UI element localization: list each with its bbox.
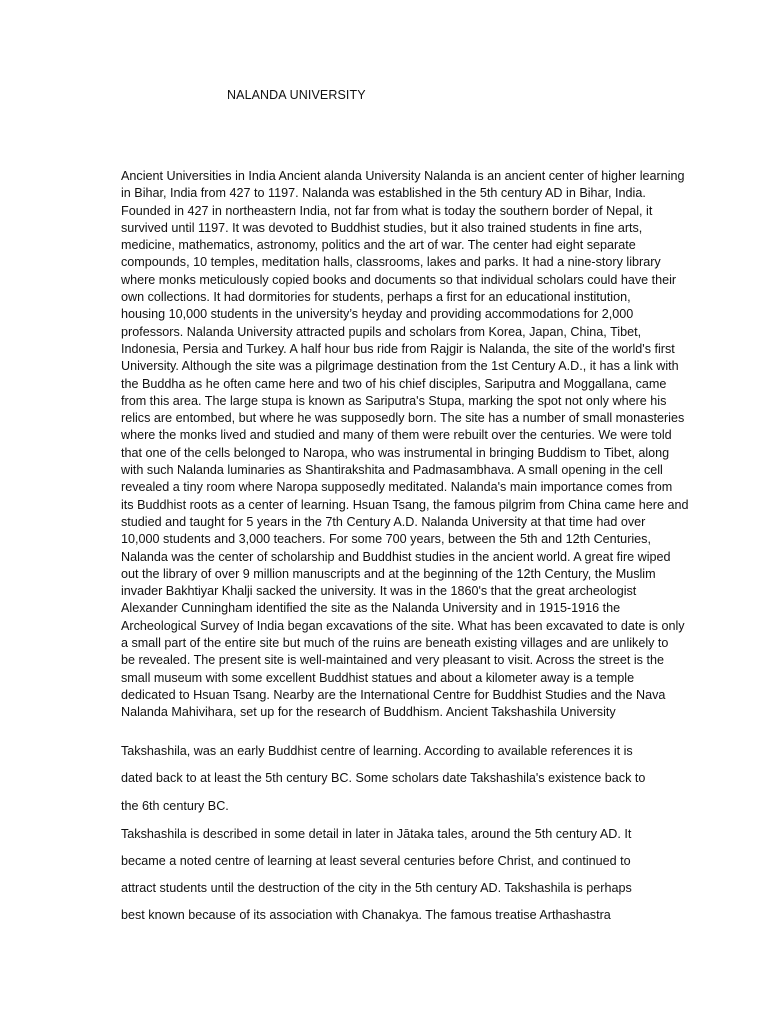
paragraph-line: its Buddhist roots as a center of learning. Hsuan Tsang, the famous pilgrim from China came here and xyxy=(121,497,689,512)
paragraph-line: Ancient Universities in India Ancient alanda University Nalanda is an ancient center of higher learning xyxy=(121,169,685,183)
spaced-line: dated back to at least the 5th century BC. Some scholars date Takshashila's existence back to xyxy=(121,771,646,785)
paragraph-line: where monks meticulously copied books and documents so that individual scholars could have their xyxy=(121,272,677,287)
nalanda-paragraph xyxy=(121,168,689,722)
paragraph-line: Archeological Survey of India began excavations of the site. What has been excavated to date is only xyxy=(121,618,685,633)
paragraph-line: Founded in 427 in northeastern India, not far from what is today the southern border of Nepal, it xyxy=(121,203,653,218)
spaced-line: the 6th century BC. xyxy=(121,799,229,813)
paragraph-line: dedicated to Hsuan Tsang. Nearby are the International Centre for Buddhist Studies and the Nava xyxy=(121,687,666,702)
paragraph-line: professors. Nalanda University attracted pupils and scholars from Korea, Japan, China, Tibet, xyxy=(121,324,642,339)
paragraph-line: a small part of the entire site but much of the ruins are beneath existing villages and are unlikely to xyxy=(121,636,669,651)
paragraph-line: University. Although the site was a pilgrimage destination from the 1st Century A.D., it has a link with xyxy=(121,359,679,374)
paragraph-line: survived until 1197. It was devoted to Buddhist studies, but it also trained students in fine arts, xyxy=(121,220,643,235)
paragraph-line: compounds, 10 temples, meditation halls, classrooms, lakes and parks. It had a nine-story library xyxy=(121,255,661,270)
paragraph-line: out the library of over 9 million manuscripts and at the beginning of the 12th Century, the Muslim xyxy=(121,566,656,581)
paragraph-line: own collections. It had dormitories for students, perhaps a first for an educational institution, xyxy=(121,290,631,305)
paragraph-line: Nalanda Mahivihara, set up for the research of Buddhism. Ancient Takshashila University xyxy=(121,705,616,720)
spaced-line: Takshashila, was an early Buddhist centre of learning. According to available references it is xyxy=(121,744,633,758)
paragraph-line: small museum with some excellent Buddhist statues and about a kilometer away is a temple xyxy=(121,670,635,685)
paragraph-line: from this area. The large stupa is known as Sariputra's Stupa, marking the spot not only where his xyxy=(121,393,667,408)
paragraph-line: be revealed. The present site is well-maintained and very pleasant to visit. Across the street is the xyxy=(121,653,664,668)
paragraph-line: the Buddha as he often came here and two of his chief disciples, Sariputra and Moggallana, came xyxy=(121,376,667,391)
paragraph-line: medicine, mathematics, astronomy, politics and the art of war. The center had eight separate xyxy=(121,238,636,253)
paragraph-line: relics are entombed, but where he was supposedly born. The site has a number of small monasteries xyxy=(121,411,685,426)
paragraph-line: in Bihar, India from 427 to 1197. Nalanda was established in the 5th century AD in Bihar, India. xyxy=(121,186,646,201)
paragraph-line: housing 10,000 students in the university’s heyday and providing accommodations for 2,000 xyxy=(121,307,634,322)
paragraph-line: 10,000 students and 3,000 teachers. For some 700 years, between the 5th and 12th Centuries, xyxy=(121,532,651,547)
paragraph-line: Alexander Cunningham identified the site as the Nalanda University and in 1915-1916 the xyxy=(121,601,621,616)
paragraph-line: Indonesia, Persia and Turkey. A half hour bus ride from Rajgir is Nalanda, the site of the world's first xyxy=(121,341,675,356)
paragraph-line: studied and taught for 5 years in the 7th Century A.D. Nalanda University at that time had over xyxy=(121,514,646,529)
paragraph-line: that one of the cells belonged to Naropa, who was instrumental in bringing Buddism to Tibet, along xyxy=(121,445,670,460)
paragraph-line: revealed a tiny room where Naropa supposedly meditated. Nalanda's main importance comes from xyxy=(121,480,673,495)
spaced-line: Takshashila is described in some detail in later in Jātaka tales, around the 5th century AD. It xyxy=(121,827,632,841)
spaced-line: best known because of its association with Chanakya. The famous treatise Arthashastra xyxy=(121,908,611,922)
spaced-line: became a noted centre of learning at least several centuries before Christ, and continued to xyxy=(121,854,631,868)
paragraph-line: invader Bakhtiyar Khalji sacked the university. It was in the 1860's that the great archeologist xyxy=(121,584,637,599)
paragraph-line: Nalanda was the center of scholarship and Buddhist studies in the ancient world. A great fire wiped xyxy=(121,549,671,564)
paragraph-line: where the monks lived and studied and many of them were rebuilt over the centuries. We were told xyxy=(121,428,672,443)
paragraph-line: with such Nalanda luminaries as Shantirakshita and Padmasambhava. A small opening in the cell xyxy=(121,463,663,478)
document-title: NALANDA UNIVERSITY xyxy=(227,88,366,102)
spaced-line: attract students until the destruction of the city in the 5th century AD. Takshashila is perhaps xyxy=(121,881,632,895)
